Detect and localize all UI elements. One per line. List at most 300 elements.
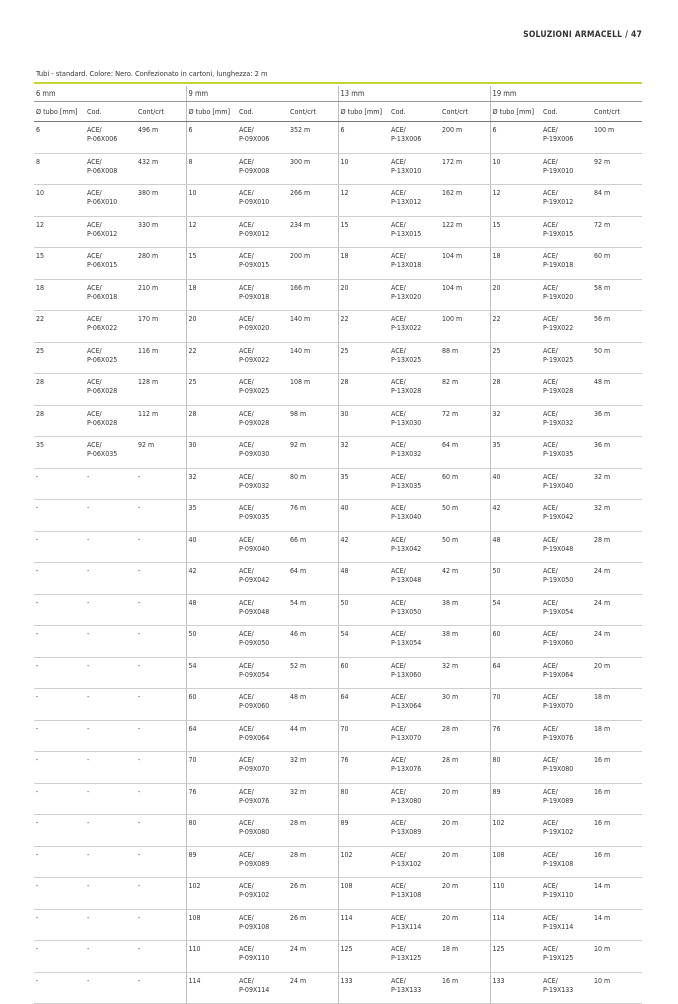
table-row <box>34 657 642 689</box>
code-prefix: ACE/ <box>543 850 558 859</box>
cell-code <box>389 783 440 815</box>
table-row <box>34 437 642 469</box>
cell-code <box>541 594 592 626</box>
cell-code <box>389 815 440 847</box>
code-prefix: - <box>87 976 90 985</box>
cell-code <box>237 909 288 941</box>
code-suffix: P-09X114 <box>239 985 270 994</box>
cell-code <box>237 500 288 532</box>
column-header-diameter: Ø tubo [mm] <box>34 102 85 122</box>
table-row <box>34 342 642 374</box>
code-suffix: P-09X012 <box>239 229 270 238</box>
cell-qty: 24 m <box>592 594 642 626</box>
cell-code <box>389 185 440 217</box>
page-header: SOLUZIONI ARMACELL / 47 <box>523 30 642 40</box>
cell-qty: 32 m <box>592 500 642 532</box>
cell-diameter: 76 <box>186 783 237 815</box>
cell-qty: 28 m <box>592 531 642 563</box>
cell-code <box>541 500 592 532</box>
cell-diameter: 54 <box>490 594 541 626</box>
cell-code <box>237 689 288 721</box>
code-prefix: - <box>87 567 90 575</box>
cell-qty: - <box>136 689 186 721</box>
code-prefix: ACE/ <box>543 441 558 449</box>
cell-diameter: 32 <box>186 468 237 500</box>
table-body <box>34 122 642 1004</box>
cell-code <box>389 752 440 784</box>
cell-code <box>541 311 592 343</box>
cell-diameter: 6 <box>338 122 389 154</box>
thickness-group-header: 6 mm <box>34 86 186 102</box>
cell-code <box>85 185 136 217</box>
code-prefix: ACE/ <box>391 441 406 449</box>
code-suffix: P-13X010 <box>391 166 422 175</box>
cell-diameter: - <box>34 500 85 532</box>
table-row <box>34 720 642 752</box>
cell-diameter: 110 <box>186 941 237 973</box>
cell-diameter: 60 <box>338 657 389 689</box>
code-suffix: P-06X022 <box>87 324 118 332</box>
cell-code <box>85 279 136 311</box>
code-suffix: P-19X032 <box>543 418 574 427</box>
code-prefix: ACE/ <box>543 504 558 512</box>
code-suffix: P-19X080 <box>543 765 574 773</box>
cell-qty: 128 m <box>136 374 186 406</box>
code-prefix: ACE/ <box>391 598 406 607</box>
cell-qty: 14 m <box>592 909 642 941</box>
code-prefix: ACE/ <box>239 441 254 449</box>
cell-diameter: 80 <box>490 752 541 784</box>
cell-qty: - <box>136 531 186 563</box>
cell-code <box>389 720 440 752</box>
cell-qty: 112 m <box>136 405 186 437</box>
cell-code <box>85 405 136 437</box>
cell-diameter: 10 <box>338 153 389 185</box>
cell-diameter: 125 <box>338 941 389 973</box>
cell-code <box>85 500 136 532</box>
cell-qty: 20 m <box>440 783 490 815</box>
cell-diameter: 8 <box>34 153 85 185</box>
cell-code <box>389 594 440 626</box>
table-row <box>34 752 642 784</box>
code-prefix: ACE/ <box>239 819 254 827</box>
code-prefix: ACE/ <box>239 693 254 701</box>
cell-qty: 140 m <box>288 342 338 374</box>
code-prefix: - <box>87 630 90 638</box>
cell-qty: 16 m <box>592 815 642 847</box>
cell-qty: 32 m <box>440 657 490 689</box>
cell-qty: 64 m <box>440 437 490 469</box>
cell-qty: 88 m <box>440 342 490 374</box>
code-prefix: ACE/ <box>543 661 558 670</box>
code-prefix: - <box>87 661 90 670</box>
cell-code <box>389 374 440 406</box>
code-prefix: ACE/ <box>391 756 406 764</box>
table-caption: Tubi - standard. Colore: Nero. Confezionato in cartoni, lunghezza: 2 m <box>36 69 268 78</box>
code-prefix: - <box>87 850 90 859</box>
cell-diameter: 30 <box>186 437 237 469</box>
cell-qty: - <box>136 909 186 941</box>
code-prefix: ACE/ <box>391 252 406 260</box>
cell-diameter: 40 <box>186 531 237 563</box>
code-suffix: P-19X048 <box>543 544 574 553</box>
code-prefix: ACE/ <box>87 378 102 386</box>
code-prefix: ACE/ <box>87 189 102 197</box>
code-prefix: - <box>87 535 90 544</box>
code-prefix: ACE/ <box>87 441 102 449</box>
code-suffix: P-13X064 <box>391 702 422 710</box>
code-suffix: P-13X133 <box>391 985 422 994</box>
code-prefix: ACE/ <box>239 630 254 638</box>
cell-code <box>237 122 288 154</box>
code-suffix: P-06X035 <box>87 450 118 458</box>
cell-diameter: 35 <box>34 437 85 469</box>
cell-diameter: 64 <box>338 689 389 721</box>
code-suffix: P-09X102 <box>239 891 270 899</box>
code-suffix: P-13X050 <box>391 607 422 616</box>
cell-qty: 84 m <box>592 185 642 217</box>
cell-diameter: 22 <box>34 311 85 343</box>
cell-code <box>237 311 288 343</box>
code-prefix: ACE/ <box>391 693 406 701</box>
table-row <box>34 909 642 941</box>
code-prefix: ACE/ <box>87 315 102 323</box>
cell-qty: 432 m <box>136 153 186 185</box>
code-suffix: P-09X110 <box>239 954 270 962</box>
code-prefix: ACE/ <box>239 724 254 733</box>
code-suffix: P-06X008 <box>87 166 118 175</box>
cell-diameter: 15 <box>186 248 237 280</box>
cell-diameter: - <box>34 752 85 784</box>
cell-code <box>85 815 136 847</box>
code-suffix: P-13X040 <box>391 513 422 521</box>
code-prefix: ACE/ <box>543 693 558 701</box>
cell-code <box>389 279 440 311</box>
thickness-group-header: 19 mm <box>490 86 642 102</box>
cell-diameter: 22 <box>186 342 237 374</box>
cell-diameter: - <box>34 594 85 626</box>
code-suffix: P-19X110 <box>543 891 574 899</box>
column-header-code: Cod. <box>85 102 136 122</box>
cell-diameter: 35 <box>490 437 541 469</box>
code-suffix: P-13X089 <box>391 828 422 836</box>
code-prefix: ACE/ <box>391 913 406 922</box>
code-prefix: ACE/ <box>543 945 558 953</box>
code-suffix: P-13X054 <box>391 639 422 647</box>
cell-code <box>389 626 440 658</box>
code-prefix: ACE/ <box>391 787 406 796</box>
table-row <box>34 405 642 437</box>
column-header-qty: Cont/crt <box>440 102 490 122</box>
cell-diameter: 70 <box>490 689 541 721</box>
code-suffix: P-19X042 <box>543 513 574 521</box>
cell-code <box>237 720 288 752</box>
cell-diameter: 15 <box>490 216 541 248</box>
code-suffix: P-13X048 <box>391 576 422 584</box>
cell-qty: 72 m <box>592 216 642 248</box>
code-prefix: ACE/ <box>87 157 102 166</box>
code-suffix: P-13X114 <box>391 922 422 931</box>
code-prefix: ACE/ <box>391 630 406 638</box>
code-suffix: P-19X028 <box>543 387 574 395</box>
cell-diameter: 6 <box>186 122 237 154</box>
code-suffix: P-09X076 <box>239 796 270 805</box>
cell-diameter: - <box>34 783 85 815</box>
code-prefix: ACE/ <box>239 976 254 985</box>
cell-qty: 16 m <box>592 752 642 784</box>
code-suffix: P-09X089 <box>239 859 270 868</box>
code-prefix: ACE/ <box>391 220 406 229</box>
thickness-group-header: 13 mm <box>338 86 490 102</box>
code-prefix: ACE/ <box>391 283 406 292</box>
code-prefix: ACE/ <box>543 567 558 575</box>
cell-code <box>237 216 288 248</box>
code-suffix: P-13X070 <box>391 733 422 742</box>
code-prefix: ACE/ <box>543 787 558 796</box>
column-header-qty: Cont/crt <box>136 102 186 122</box>
code-prefix: ACE/ <box>543 409 558 418</box>
code-suffix: P-19X035 <box>543 450 574 458</box>
cell-diameter: 35 <box>186 500 237 532</box>
cell-diameter: 6 <box>34 122 85 154</box>
cell-code <box>237 846 288 878</box>
code-suffix: P-06X010 <box>87 198 118 206</box>
cell-diameter: 28 <box>490 374 541 406</box>
code-suffix: P-13X076 <box>391 765 422 773</box>
code-prefix: ACE/ <box>391 346 406 355</box>
code-suffix: P-19X089 <box>543 796 574 805</box>
column-header-code: Cod. <box>541 102 592 122</box>
cell-code <box>237 563 288 595</box>
code-prefix: - <box>87 913 90 922</box>
cell-qty: 28 m <box>440 752 490 784</box>
code-prefix: ACE/ <box>543 976 558 985</box>
cell-diameter: 108 <box>338 878 389 910</box>
code-suffix: P-09X030 <box>239 450 270 458</box>
cell-qty: 200 m <box>440 122 490 154</box>
cell-code <box>85 437 136 469</box>
cell-qty: - <box>136 594 186 626</box>
cell-code <box>541 405 592 437</box>
cell-qty: 72 m <box>440 405 490 437</box>
code-prefix: ACE/ <box>87 252 102 260</box>
cell-code <box>237 752 288 784</box>
code-suffix: P-06X018 <box>87 292 118 301</box>
code-suffix: P-13X012 <box>391 198 422 206</box>
cell-code <box>541 248 592 280</box>
code-prefix: ACE/ <box>87 346 102 355</box>
cell-qty: 32 m <box>288 752 338 784</box>
code-suffix: P-09X040 <box>239 544 270 553</box>
code-prefix: ACE/ <box>87 409 102 418</box>
cell-qty: 38 m <box>440 594 490 626</box>
cell-diameter: 133 <box>490 972 541 1004</box>
cell-qty: 54 m <box>288 594 338 626</box>
table-row <box>34 815 642 847</box>
code-suffix: P-19X070 <box>543 702 574 710</box>
cell-code <box>389 878 440 910</box>
cell-diameter: 12 <box>338 185 389 217</box>
cell-qty: 20 m <box>592 657 642 689</box>
cell-qty: 52 m <box>288 657 338 689</box>
cell-diameter: - <box>34 815 85 847</box>
code-suffix: P-13X035 <box>391 481 422 490</box>
cell-qty: 26 m <box>288 878 338 910</box>
cell-qty: 116 m <box>136 342 186 374</box>
cell-code <box>389 248 440 280</box>
code-suffix: P-09X070 <box>239 765 270 773</box>
cell-code <box>389 531 440 563</box>
code-suffix: P-19X022 <box>543 324 574 332</box>
code-prefix: ACE/ <box>391 504 406 512</box>
column-header-code: Cod. <box>237 102 288 122</box>
code-suffix: P-09X080 <box>239 828 270 836</box>
code-suffix: P-19X076 <box>543 733 574 742</box>
cell-diameter: 20 <box>490 279 541 311</box>
code-prefix: ACE/ <box>239 472 254 481</box>
code-suffix: P-09X048 <box>239 607 270 616</box>
cell-code <box>389 122 440 154</box>
code-prefix: ACE/ <box>87 220 102 229</box>
code-prefix: - <box>87 504 90 512</box>
code-prefix: - <box>87 787 90 796</box>
cell-qty: 352 m <box>288 122 338 154</box>
code-prefix: ACE/ <box>391 315 406 323</box>
code-suffix: P-19X012 <box>543 198 574 206</box>
cell-qty: 18 m <box>592 689 642 721</box>
code-prefix: ACE/ <box>239 409 254 418</box>
cell-code <box>237 531 288 563</box>
code-prefix: ACE/ <box>239 220 254 229</box>
cell-code <box>541 468 592 500</box>
cell-qty: 16 m <box>440 972 490 1004</box>
cell-code <box>237 342 288 374</box>
cell-code <box>85 689 136 721</box>
cell-diameter: 89 <box>186 846 237 878</box>
cell-qty: - <box>136 720 186 752</box>
cell-qty: 20 m <box>440 909 490 941</box>
cell-code <box>541 153 592 185</box>
code-suffix: P-13X102 <box>391 859 422 868</box>
cell-code <box>541 689 592 721</box>
cell-code <box>85 846 136 878</box>
cell-qty: - <box>136 783 186 815</box>
table-row <box>34 311 642 343</box>
cell-diameter: 40 <box>338 500 389 532</box>
code-prefix: ACE/ <box>239 945 254 953</box>
cell-code <box>85 342 136 374</box>
cell-diameter: 10 <box>490 153 541 185</box>
cell-diameter: 70 <box>338 720 389 752</box>
cell-code <box>541 279 592 311</box>
cell-code <box>389 153 440 185</box>
table-row <box>34 531 642 563</box>
cell-diameter: 8 <box>186 153 237 185</box>
table-row <box>34 185 642 217</box>
table-row <box>34 878 642 910</box>
cell-code <box>85 122 136 154</box>
cell-qty: 46 m <box>288 626 338 658</box>
cell-code <box>389 216 440 248</box>
cell-code <box>85 626 136 658</box>
cell-diameter: 10 <box>34 185 85 217</box>
code-prefix: ACE/ <box>239 315 254 323</box>
column-header-row <box>34 102 642 122</box>
code-prefix: - <box>87 945 90 953</box>
cell-diameter: 108 <box>186 909 237 941</box>
cell-qty: 36 m <box>592 405 642 437</box>
cell-code <box>237 185 288 217</box>
cell-code <box>389 972 440 1004</box>
cell-diameter: 102 <box>338 846 389 878</box>
cell-code <box>85 594 136 626</box>
cell-code <box>389 342 440 374</box>
code-prefix: ACE/ <box>543 315 558 323</box>
cell-diameter: 60 <box>186 689 237 721</box>
code-suffix: P-09X008 <box>239 166 270 175</box>
code-prefix: - <box>87 472 90 481</box>
cell-diameter: 32 <box>490 405 541 437</box>
code-prefix: ACE/ <box>543 756 558 764</box>
cell-diameter: 48 <box>338 563 389 595</box>
table-row <box>34 783 642 815</box>
cell-qty: 60 m <box>592 248 642 280</box>
cell-diameter: 32 <box>338 437 389 469</box>
cell-code <box>85 657 136 689</box>
cell-qty: 140 m <box>288 311 338 343</box>
cell-code <box>237 153 288 185</box>
code-prefix: ACE/ <box>239 126 254 134</box>
code-suffix: P-13X032 <box>391 450 422 458</box>
cell-diameter: 20 <box>338 279 389 311</box>
cell-qty: 300 m <box>288 153 338 185</box>
code-prefix: ACE/ <box>391 945 406 953</box>
code-prefix: ACE/ <box>391 409 406 418</box>
cell-diameter: 114 <box>490 909 541 941</box>
code-prefix: ACE/ <box>543 724 558 733</box>
table-row <box>34 216 642 248</box>
code-suffix: P-19X040 <box>543 481 574 490</box>
cell-code <box>541 531 592 563</box>
cell-diameter: 25 <box>338 342 389 374</box>
cell-qty: 50 m <box>440 500 490 532</box>
cell-diameter: 114 <box>338 909 389 941</box>
cell-qty: 172 m <box>440 153 490 185</box>
cell-code <box>541 752 592 784</box>
cell-qty: 496 m <box>136 122 186 154</box>
code-suffix: P-19X125 <box>543 954 574 962</box>
cell-qty: - <box>136 846 186 878</box>
cell-diameter: 42 <box>490 500 541 532</box>
cell-qty: 18 m <box>592 720 642 752</box>
code-suffix: P-13X030 <box>391 418 422 427</box>
cell-code <box>85 720 136 752</box>
cell-code <box>237 468 288 500</box>
code-prefix: ACE/ <box>391 882 406 890</box>
cell-qty: 234 m <box>288 216 338 248</box>
cell-qty: 104 m <box>440 248 490 280</box>
code-prefix: ACE/ <box>391 850 406 859</box>
code-suffix: P-06X012 <box>87 229 118 238</box>
cell-diameter: 28 <box>34 374 85 406</box>
cell-diameter: 64 <box>186 720 237 752</box>
code-suffix: P-13X018 <box>391 261 422 269</box>
cell-code <box>237 279 288 311</box>
cell-qty: 10 m <box>592 941 642 973</box>
cell-code <box>541 909 592 941</box>
cell-qty: - <box>136 815 186 847</box>
code-prefix: ACE/ <box>543 472 558 481</box>
